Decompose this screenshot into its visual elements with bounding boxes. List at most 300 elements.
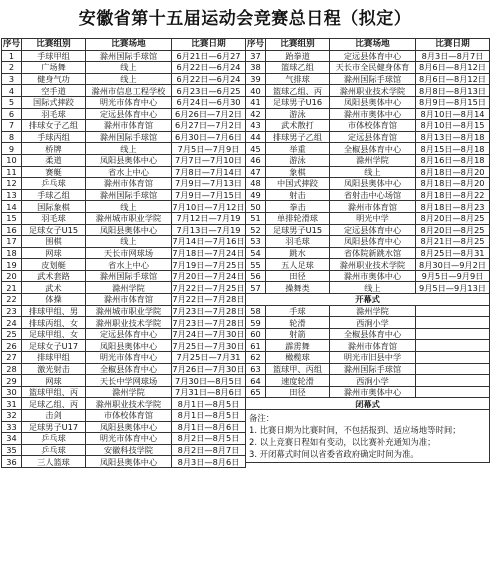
cell-venue: 滁州职业技术学院: [86, 317, 172, 329]
cell-event: 羽毛球: [22, 212, 86, 224]
cell-date: 7月14日—7月16日: [172, 236, 245, 247]
cell-venue: 线上: [86, 236, 172, 248]
cell-date: 8月10日—8月14: [416, 108, 490, 120]
cell-venue: 天长中学网球场: [86, 375, 172, 387]
table-row: [246, 178, 490, 190]
table-row: [2, 363, 246, 375]
cell-index: 47: [246, 166, 266, 178]
table-row: [246, 131, 490, 143]
table-row: [2, 340, 246, 352]
cell-index: 65: [246, 386, 266, 398]
cell-date: 8月8日—8月13日: [416, 85, 490, 97]
cell-event: 篮球乙组、丙: [266, 85, 330, 97]
cell-index: 18: [2, 247, 22, 259]
table-row: [246, 305, 490, 317]
cell-venue: 定远县体育中心: [330, 224, 416, 236]
cell-index: 23: [2, 305, 22, 317]
cell-venue: 明光市体育中心: [86, 352, 172, 364]
cell-index: 48: [246, 178, 266, 190]
cell-date: 8月20日—8月25: [416, 224, 490, 236]
table-row: [2, 398, 246, 410]
cell-event: 网球: [22, 247, 86, 259]
table-row: [246, 340, 490, 352]
cell-venue: 市体校体育馆: [330, 120, 416, 132]
cell-venue: 凤阳县奥体中心: [86, 421, 172, 433]
cell-date: 7月30日—8月5日: [172, 375, 246, 387]
cell-event: 足球男子U17: [22, 421, 86, 433]
table-header-left: [2, 39, 246, 51]
cell-event: 霹雳舞: [266, 340, 330, 352]
cell-date: 7月5日—7月9日: [172, 143, 246, 155]
cell-venue: 凤阳县奥体中心: [330, 96, 416, 108]
cell-date: [416, 317, 490, 329]
cell-venue: 线上: [86, 73, 172, 85]
cell-event: 中国式摔跤: [266, 178, 330, 190]
cell-date: 6月24日—6月30: [172, 96, 246, 108]
cell-date: 8月1日—8月6日: [172, 421, 246, 433]
cell-date: 7月7日—7月10日: [172, 154, 246, 166]
table-row: [2, 433, 246, 445]
cell-index: 1: [2, 50, 22, 62]
cell-index: 62: [246, 352, 266, 364]
cell-event: 桥牌: [22, 143, 86, 155]
schedule-table-right: [245, 38, 490, 463]
cell-venue: 省水上中心: [86, 259, 172, 271]
cell-venue: 省射击中心场馆: [330, 189, 416, 201]
table-row: [246, 50, 490, 62]
cell-event: 射箭: [266, 328, 330, 340]
cell-index: 3: [2, 73, 22, 85]
table-row: [2, 247, 246, 259]
table-row: [246, 270, 490, 282]
cell-date: 7月22日—7月28日: [172, 294, 245, 305]
cell-date: 8月2日—8月7日: [172, 444, 246, 456]
cell-venue: 西涧小学: [330, 375, 416, 387]
opening-ceremony-row: [246, 294, 490, 306]
cell-date: 6月22日—6月24: [172, 73, 246, 85]
cell-index: 15: [2, 212, 22, 224]
table-row: [2, 259, 246, 271]
cell-index: 55: [246, 259, 266, 271]
cell-date: 8月1日—8月5日: [172, 398, 246, 410]
cell-event: 五人足球: [266, 259, 330, 271]
cell-venue: 滁州市奥体中心: [330, 108, 416, 120]
header-event: 比赛组别: [266, 39, 330, 51]
cell-index: 25: [2, 328, 22, 340]
cell-venue: 定远县体育中心: [86, 108, 172, 120]
cell-venue: 全椒县体育中心: [86, 363, 172, 375]
cell-date: 6月27日—7月2日: [172, 120, 246, 132]
cell-event: 武术: [22, 282, 86, 294]
cell-index: 36: [2, 456, 22, 468]
cell-date: [416, 375, 490, 387]
cell-venue: 滁州城市职业学院: [86, 305, 172, 317]
cell-index: 59: [246, 317, 266, 329]
cell-venue: 滁州国际手球馆: [86, 270, 172, 282]
table-row: [2, 189, 246, 201]
cell-event: 国际式摔跤: [22, 96, 86, 108]
cell-event: 武术散打: [266, 120, 330, 132]
table-row: [246, 154, 490, 166]
table-row: [2, 282, 246, 294]
opening-ceremony-label: 开幕式: [246, 294, 490, 306]
cell-index: 41: [246, 96, 266, 108]
cell-venue: 省体院新跳水馆: [330, 247, 416, 259]
cell-date: 6月26日—7月2日: [172, 108, 246, 120]
table-row: [246, 108, 490, 120]
cell-venue: 线上: [86, 201, 172, 213]
cell-date: 8月18日—8月20: [416, 166, 490, 178]
cell-index: 52: [246, 224, 266, 236]
table-row: [246, 73, 490, 85]
cell-date: 8月13日—8月18: [416, 131, 490, 143]
cell-event: 射击: [266, 189, 330, 201]
cell-index: 37: [246, 50, 266, 62]
table-row: [246, 143, 490, 155]
notes-line: 3. 开闭幕式时间以省委省政府确定时间为准。: [249, 449, 419, 459]
table-row: [246, 317, 490, 329]
table-row: [2, 410, 246, 422]
cell-event: 象棋: [266, 166, 330, 178]
cell-event: 足球女子U17: [22, 340, 86, 352]
cell-date: 7月22日—7月25日: [172, 282, 245, 293]
header-date: 比赛日期: [172, 39, 246, 51]
table-row: [2, 421, 246, 433]
table-row: [2, 131, 246, 143]
cell-date: 8月20日—8月25: [416, 212, 490, 224]
cell-event: 手球乙组: [22, 189, 86, 201]
cell-event: 跆拳道: [266, 50, 330, 62]
cell-venue: 滁州国际手球馆: [86, 50, 172, 62]
cell-venue: 滁州国际手球馆: [86, 131, 172, 143]
schedule-table-left: [1, 38, 246, 468]
cell-venue: 明光市旧县中学: [330, 352, 416, 364]
cell-index: 46: [246, 154, 266, 166]
cell-index: 40: [246, 85, 266, 97]
table-row: [2, 120, 246, 132]
cell-venue: 滁州国际手球馆: [330, 73, 416, 85]
cell-index: 43: [246, 120, 266, 132]
page-title: 安徽省第十五届运动会竞赛总日程（拟定）: [78, 9, 412, 29]
cell-event: 激光射击: [22, 363, 86, 375]
cell-venue: 凤阳县奥体中心: [86, 456, 172, 468]
table-row: [246, 282, 490, 294]
cell-index: 61: [246, 340, 266, 352]
cell-event: 柔道: [22, 154, 86, 166]
cell-event: 速度轮滑: [266, 375, 330, 387]
cell-venue: 明光市体育中心: [86, 96, 172, 108]
table-row: [2, 375, 246, 387]
cell-date: 8月3日—8月7日: [416, 50, 490, 62]
table-row: [246, 189, 490, 201]
cell-venue: 滁州市奥体中心: [330, 270, 416, 282]
table-row: [246, 201, 490, 213]
cell-event: 广场舞: [22, 62, 86, 74]
cell-date: 7月8日—7月14日: [172, 166, 246, 178]
cell-index: 26: [2, 340, 22, 352]
cell-index: 53: [246, 236, 266, 248]
table-row: [246, 363, 490, 375]
table-row: [246, 247, 490, 259]
header-index: 序号: [2, 39, 21, 50]
cell-date: 8月25日—8月31: [416, 247, 490, 259]
cell-venue: 滁州国际手球馆: [330, 363, 416, 375]
cell-venue: 安徽科技学院: [86, 444, 172, 456]
cell-venue: 定远县体育中心: [86, 328, 172, 340]
cell-event: 排球丙组、女: [22, 317, 86, 329]
table-header-right: [246, 39, 490, 51]
cell-venue: 滁州学院: [86, 386, 172, 398]
cell-event: 拳击: [266, 201, 330, 213]
cell-event: 乒乓球: [22, 444, 86, 456]
cell-event: 足球乙组、丙: [22, 398, 86, 410]
cell-event: 国际象棋: [22, 201, 86, 213]
header-event: 比赛组别: [22, 39, 86, 51]
cell-index: 16: [2, 224, 22, 236]
cell-event: 健身气功: [22, 73, 86, 85]
cell-index: 35: [2, 444, 22, 456]
cell-venue: 凤阳县奥体中心: [86, 340, 172, 352]
table-row: [246, 166, 490, 178]
notes-row: [246, 410, 490, 463]
cell-venue: 线上: [330, 166, 416, 178]
cell-event: 围棋: [22, 236, 86, 248]
cell-date: 7月9日—7月13日: [172, 178, 246, 190]
cell-date: 8月30日—9月2日: [416, 259, 490, 271]
cell-date: 7月18日—7月24日: [172, 247, 245, 258]
cell-event: 空手道: [22, 85, 86, 97]
table-row: [2, 386, 246, 398]
cell-event: 操舞类: [266, 282, 330, 294]
cell-index: 49: [246, 189, 266, 201]
table-row: [2, 444, 246, 456]
cell-date: 6月22日—6月24: [172, 62, 246, 74]
header-venue: 比赛场地: [86, 39, 172, 51]
cell-index: 7: [2, 120, 22, 132]
cell-date: 8月21日—8月25: [416, 236, 490, 248]
cell-date: 6月30日—7月6日: [172, 131, 246, 143]
cell-index: 56: [246, 270, 266, 282]
cell-event: 游泳: [266, 154, 330, 166]
cell-venue: 滁州城市职业学院: [86, 212, 172, 224]
cell-event: 羽毛球: [266, 236, 330, 248]
cell-event: 羽毛球: [22, 108, 86, 120]
cell-venue: 滁州学院: [330, 305, 416, 317]
cell-date: 7月20日—7月24日: [172, 271, 245, 282]
cell-index: 10: [2, 154, 22, 166]
header-index: 序号: [246, 39, 265, 50]
cell-date: 8月18日—8月20: [416, 178, 490, 190]
cell-date: 7月9日—7月15日: [172, 189, 246, 201]
cell-index: 60: [246, 328, 266, 340]
table-row: [246, 96, 490, 108]
notes-heading: 备注：: [249, 413, 275, 423]
cell-date: 8月2日—8月5日: [172, 433, 246, 445]
cell-date: 8月6日—8月12日: [416, 73, 490, 85]
cell-index: 57: [246, 282, 266, 294]
cell-date: 7月24日—7月30日: [172, 329, 245, 340]
cell-event: 篮球甲、丙组: [266, 363, 330, 375]
table-row: [246, 375, 490, 387]
cell-event: 排球甲组、男: [22, 305, 86, 317]
table-row: [2, 178, 246, 190]
cell-event: 体操: [22, 294, 86, 306]
cell-index: 2: [2, 62, 22, 74]
cell-index: 63: [246, 363, 266, 375]
cell-event: 乒乓球: [22, 433, 86, 445]
cell-index: 22: [2, 294, 22, 306]
cell-event: 排球男子乙组: [266, 131, 330, 143]
table-row: [2, 85, 246, 97]
cell-event: 三人篮球: [22, 456, 86, 468]
closing-ceremony-row: [246, 398, 490, 410]
table-row: [2, 154, 246, 166]
cell-venue: 西涧小学: [330, 317, 416, 329]
cell-venue: 定远县体育中心: [330, 50, 416, 62]
cell-index: 13: [2, 189, 22, 201]
cell-event: 排球女子乙组: [22, 120, 86, 132]
cell-date: 8月16日—8月18: [416, 154, 490, 166]
cell-index: 31: [2, 398, 22, 410]
cell-venue: 省水上中心: [86, 166, 172, 178]
cell-venue: 滁州国际手球馆: [86, 189, 172, 201]
table-row: [2, 294, 246, 306]
cell-event: 足球男子U15: [266, 224, 330, 236]
notes-line: 1. 比赛日期为比赛时间，不包括报到、适应场地等时间；: [249, 425, 461, 435]
cell-date: [416, 340, 490, 352]
cell-index: 27: [2, 352, 22, 364]
cell-index: 50: [246, 201, 266, 213]
table-row: [2, 317, 246, 329]
cell-date: 7月19日—7月25日: [172, 259, 245, 270]
cell-venue: 滁州职业技术学院: [86, 398, 172, 410]
cell-index: 42: [246, 108, 266, 120]
cell-event: 举重: [266, 143, 330, 155]
cell-index: 21: [2, 282, 22, 294]
cell-venue: 滁州职业技术学院: [330, 259, 416, 271]
table-row: [2, 201, 246, 213]
table-row: [246, 85, 490, 97]
cell-event: 武术套路: [22, 270, 86, 282]
table-row: [2, 108, 246, 120]
cell-date: 8月10日—8月15: [416, 120, 490, 132]
cell-event: 篮球甲组、丙: [22, 386, 86, 398]
cell-index: 11: [2, 166, 22, 178]
table-row: [2, 224, 246, 236]
table-row: [246, 212, 490, 224]
cell-event: 击剑: [22, 410, 86, 422]
table-row: [2, 305, 246, 317]
cell-venue: 定远县体育馆: [330, 131, 416, 143]
cell-event: 赛艇: [22, 166, 86, 178]
cell-date: 8月1日—8月5日: [172, 410, 246, 422]
closing-ceremony-label: 闭幕式: [246, 398, 490, 410]
table-row: [246, 328, 490, 340]
cell-date: 8月18日—8月22: [416, 189, 490, 201]
table-row: [246, 259, 490, 271]
cell-event: 足球甲组、女: [22, 328, 86, 340]
cell-venue: 全椒县体育中心: [330, 328, 416, 340]
cell-index: 58: [246, 305, 266, 317]
cell-event: 篮球乙组: [266, 62, 330, 74]
cell-index: 44: [246, 131, 266, 143]
header-venue: 比赛场地: [330, 39, 416, 51]
cell-event: 田径: [266, 270, 330, 282]
cell-venue: 滁州学院: [330, 154, 416, 166]
notes-block: [246, 410, 490, 463]
cell-date: 8月3日—8月6日: [172, 456, 246, 468]
cell-event: 网球: [22, 375, 86, 387]
cell-date: 6月23日—6月25: [172, 85, 246, 97]
cell-index: 12: [2, 178, 22, 190]
table-row: [2, 50, 246, 62]
cell-venue: 线上: [86, 62, 172, 74]
cell-index: 24: [2, 317, 22, 329]
table-row: [246, 120, 490, 132]
cell-event: 乒乓球: [22, 178, 86, 190]
cell-venue: 滁州市奥体中心: [330, 386, 416, 398]
cell-date: [416, 305, 490, 317]
cell-date: [416, 363, 490, 375]
table-row: [246, 236, 490, 248]
table-row: [2, 212, 246, 224]
cell-venue: 线上: [330, 282, 416, 294]
table-row: [246, 386, 490, 398]
cell-event: 跳水: [266, 247, 330, 259]
table-row: [2, 73, 246, 85]
cell-index: 38: [246, 62, 266, 74]
cell-venue: 线上: [86, 143, 172, 155]
cell-venue: 市体校体育馆: [86, 410, 172, 422]
cell-index: 9: [2, 143, 22, 155]
cell-date: 8月18日—8月23: [416, 201, 490, 213]
cell-date: 7月23日—7月28日: [172, 317, 245, 328]
notes-line: 2. 以上竞赛日程如有变动，以比赛补充通知为准；: [249, 437, 436, 447]
cell-venue: 滁州市体育馆: [86, 294, 172, 306]
cell-date: 7月12日—7月19: [172, 212, 246, 224]
cell-index: 32: [2, 410, 22, 422]
cell-event: 游泳: [266, 108, 330, 120]
cell-date: 6月21日—6月27: [172, 50, 246, 62]
cell-venue: 天长市全民健身体育: [330, 62, 416, 74]
table-row: [2, 352, 246, 364]
cell-event: 手球: [266, 305, 330, 317]
cell-date: 8月15日—8月18: [416, 143, 490, 155]
cell-date: 7月31日—8月6日: [172, 386, 246, 398]
cell-index: 6: [2, 108, 22, 120]
cell-venue: 滁州学院: [86, 282, 172, 294]
cell-index: 28: [2, 363, 22, 375]
cell-venue: 凤阳县奥体中心: [86, 154, 172, 166]
cell-index: 5: [2, 96, 22, 108]
cell-date: 9月5日—9月13日: [416, 282, 490, 294]
cell-date: [416, 328, 490, 340]
table-row: [246, 224, 490, 236]
table-row: [2, 166, 246, 178]
cell-venue: 滁州市体育馆: [86, 120, 172, 132]
cell-venue: 滁州职业技术学院: [330, 85, 416, 97]
cell-event: 气排球: [266, 73, 330, 85]
cell-index: 51: [246, 212, 266, 224]
cell-event: 足球男子U16: [266, 96, 330, 108]
cell-venue: 明光市体育中心: [86, 433, 172, 445]
cell-index: 29: [2, 375, 22, 387]
cell-venue: 凤阳县奥体中心: [330, 178, 416, 190]
cell-date: [416, 386, 490, 398]
cell-venue: 滁州市信息工程学校: [86, 85, 172, 97]
cell-index: 45: [246, 143, 266, 155]
table-row: [2, 270, 246, 282]
